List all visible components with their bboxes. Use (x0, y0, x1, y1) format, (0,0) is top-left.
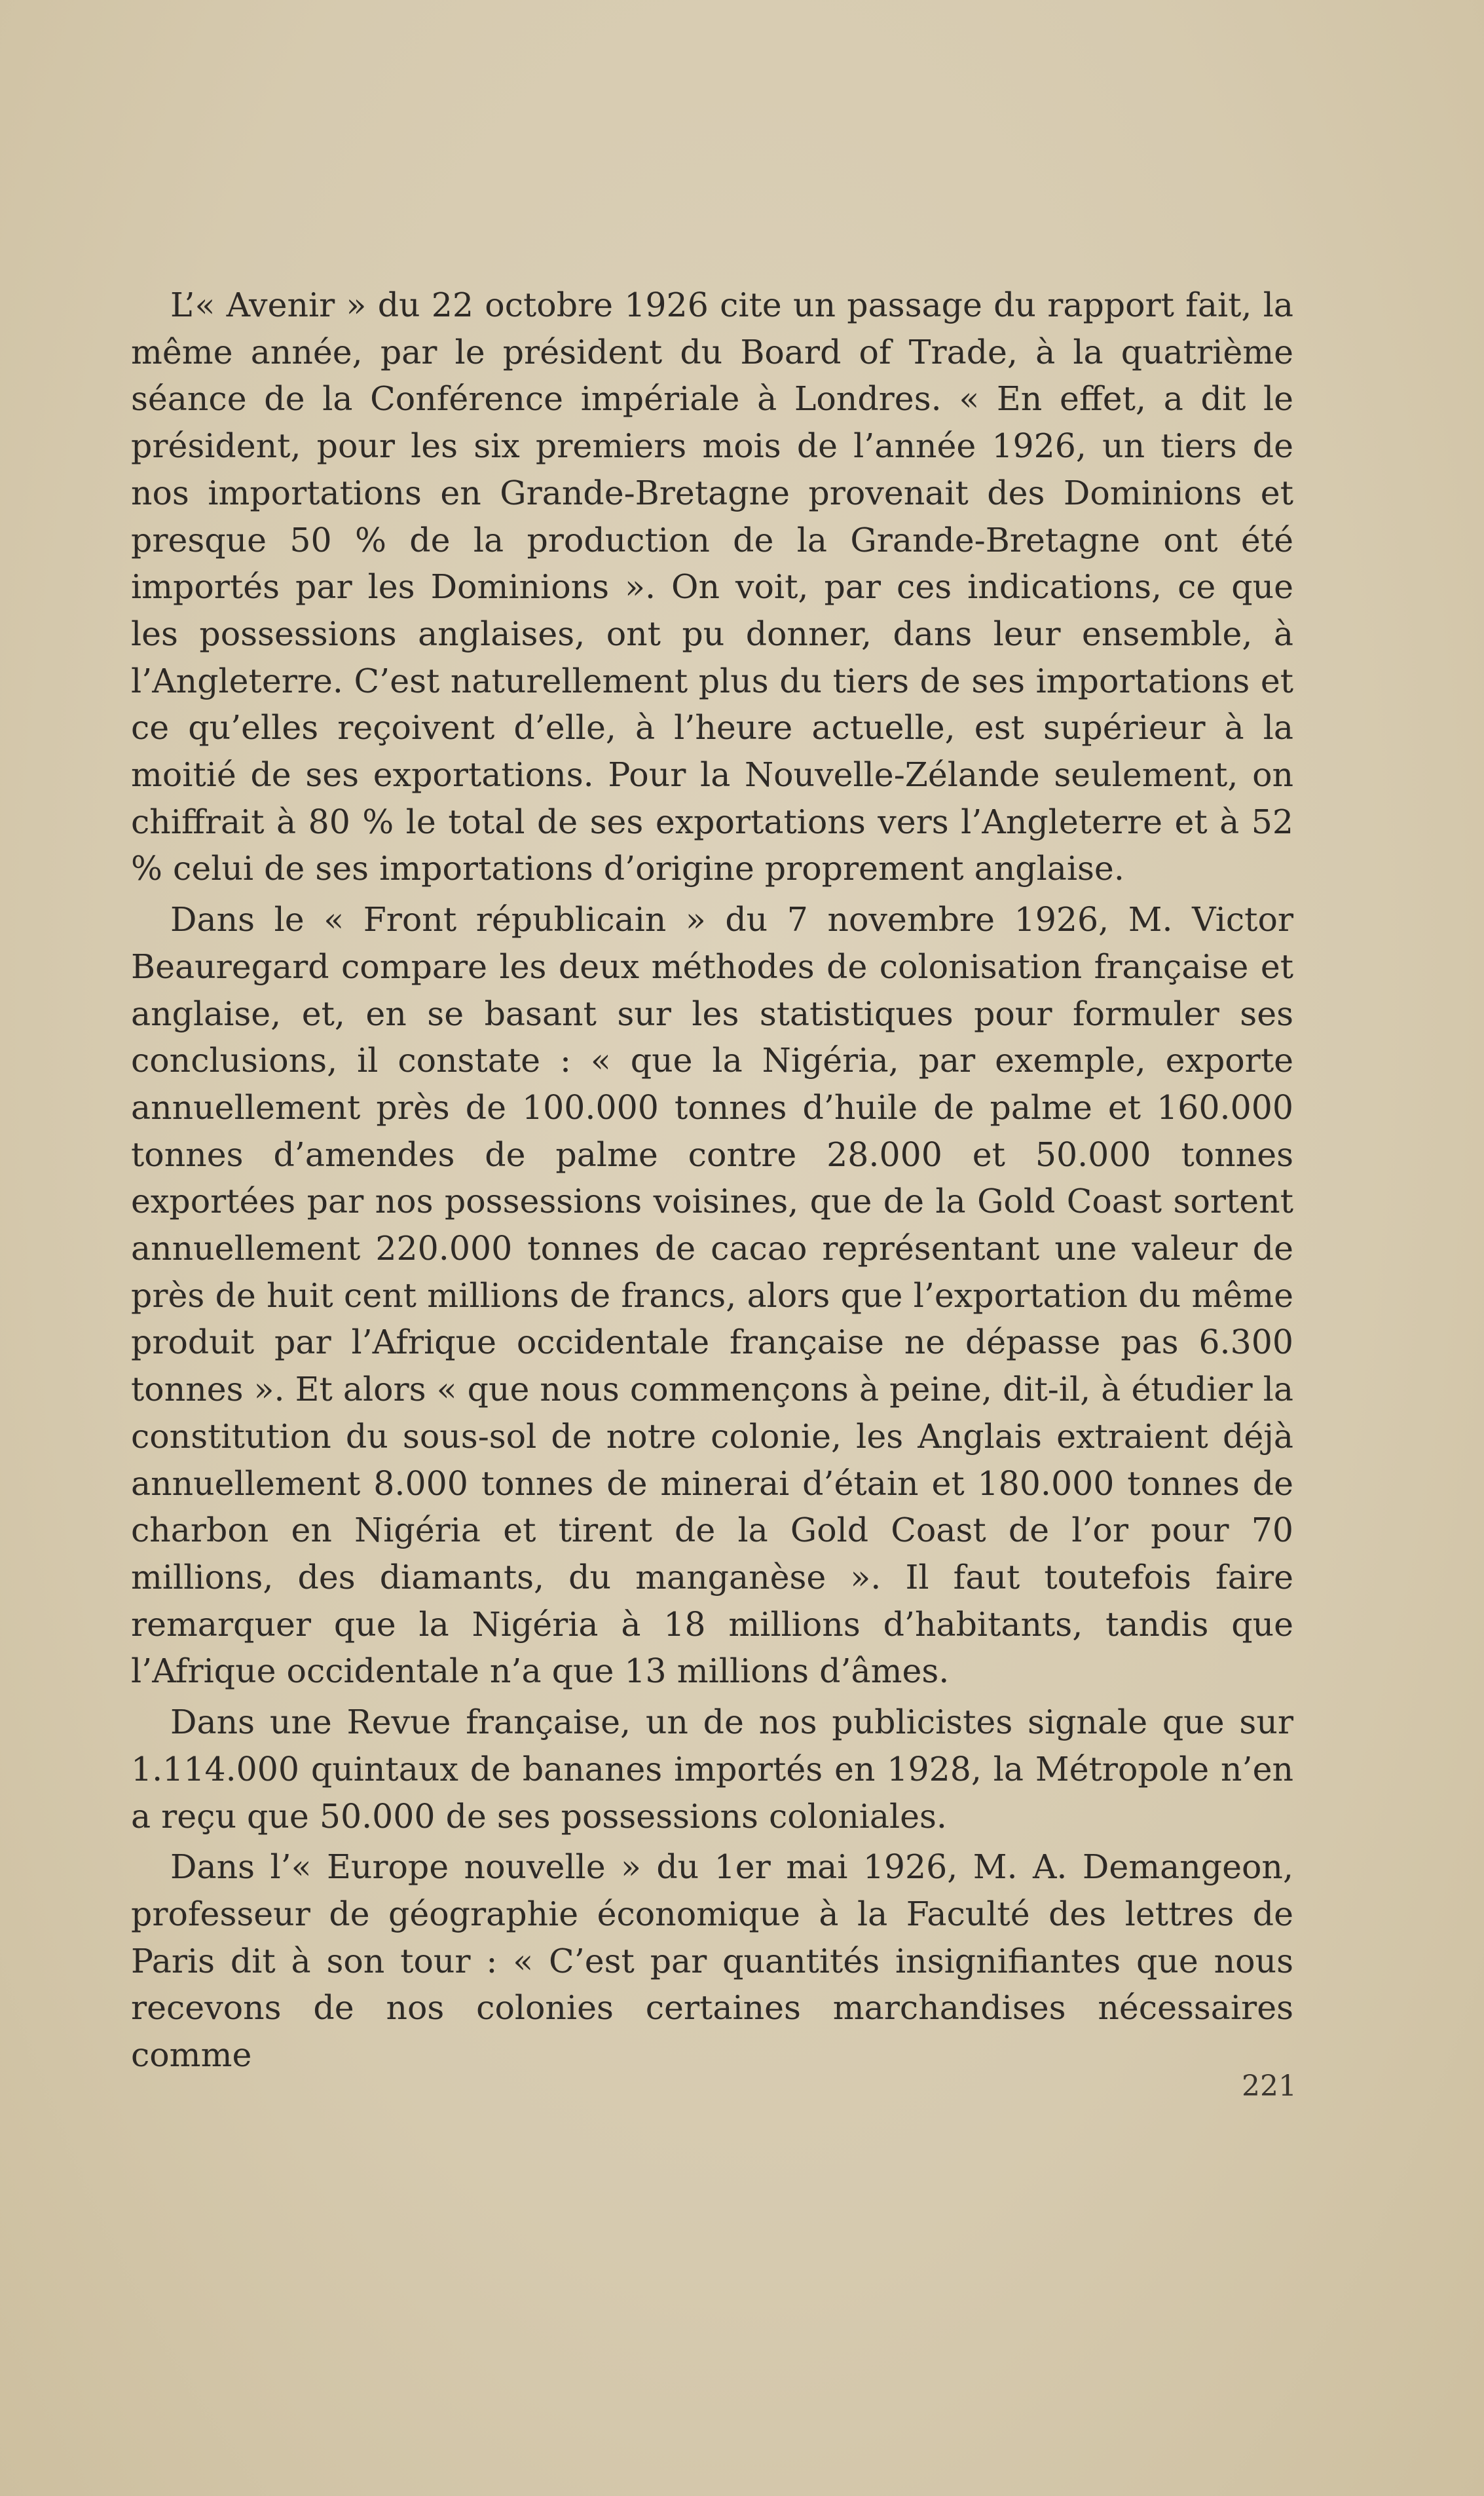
paragraph-2: Dans le « Front républicain » du 7 novembre 1926, M. Victor Beauregard compare les deux méthodes de colonisation française et anglaise, et, en se basant sur les statistiques pour formuler ses conclusions, il constate : « que la Nigéria, par exemple, exporte annuellement près de 100.000 tonnes d’huile de palme et 160.000 tonnes d’amendes de palme contre 28.000 et 50.000 tonnes exportées par nos possessions voisines, que de la Gold Coast sortent annuellement 220.000 tonnes de cacao représentant une valeur de près de huit cent millions de francs, alors que l’exportation du même produit par l’Afrique occidentale française ne dépasse pas 6.300 tonnes ». Et alors « que nous commençons à peine, dit-il, à étudier la constitution du sous-sol de notre colonie, les Anglais extraient déjà annuellement 8.000 tonnes de minerai d’étain et 180.000 tonnes de charbon en Nigéria et tirent de la Gold Coast de l’or pour 70 millions, des diamants, du manganèse ». Il faut toutefois faire remarquer que la Nigéria à 18 millions d’habitants, tandis que l’Afrique occidentale n’a que 13 millions d’âmes. (131, 900, 1293, 1691)
page-number: 221 (1242, 2070, 1297, 2103)
body-text (131, 282, 1293, 2083)
paragraph-3: Dans une Revue française, un de nos publicistes signale que sur 1.114.000 quintaux de bananes importés en 1928, la Métropole n’en a reçu que 50.000 de ses possessions coloniales. (131, 1703, 1293, 1836)
paragraph-1: L’« Avenir » du 22 octobre 1926 cite un passage du rapport fait, la même année, par le président du Board of Trade, à la quatrième séance de la Conférence impériale à Londres. « En effet, a dit le président, pour les six premiers mois de l’année 1926, un tiers de nos importations en Grande-Bretagne provenait des Dominions et presque 50 % de la production de la Grande-Bretagne ont été importés par les Dominions ». On voit, par ces indications, ce que les possessions anglaises, ont pu donner, dans leur ensemble, à l’Angleterre. C’est naturellement plus du tiers de ses importations et ce qu’elles reçoivent d’elle, à l’heure actuelle, est supérieur à la moitié de ses exportations. Pour la Nouvelle-Zélande seulement, on chiffrait à 80 % le total de ses exportations vers l’Angleterre et à 52 % celui de ses importations d’origine proprement anglaise. (131, 286, 1293, 888)
paragraph-4: Dans l’« Europe nouvelle » du 1er mai 1926, M. A. Demangeon, professeur de géographie économique à la Faculté des lettres de Paris dit à son tour : « C’est par quantités insignifiantes que nous recevons de nos colonies certaines marchandises nécessaires comme (131, 1847, 1293, 2075)
